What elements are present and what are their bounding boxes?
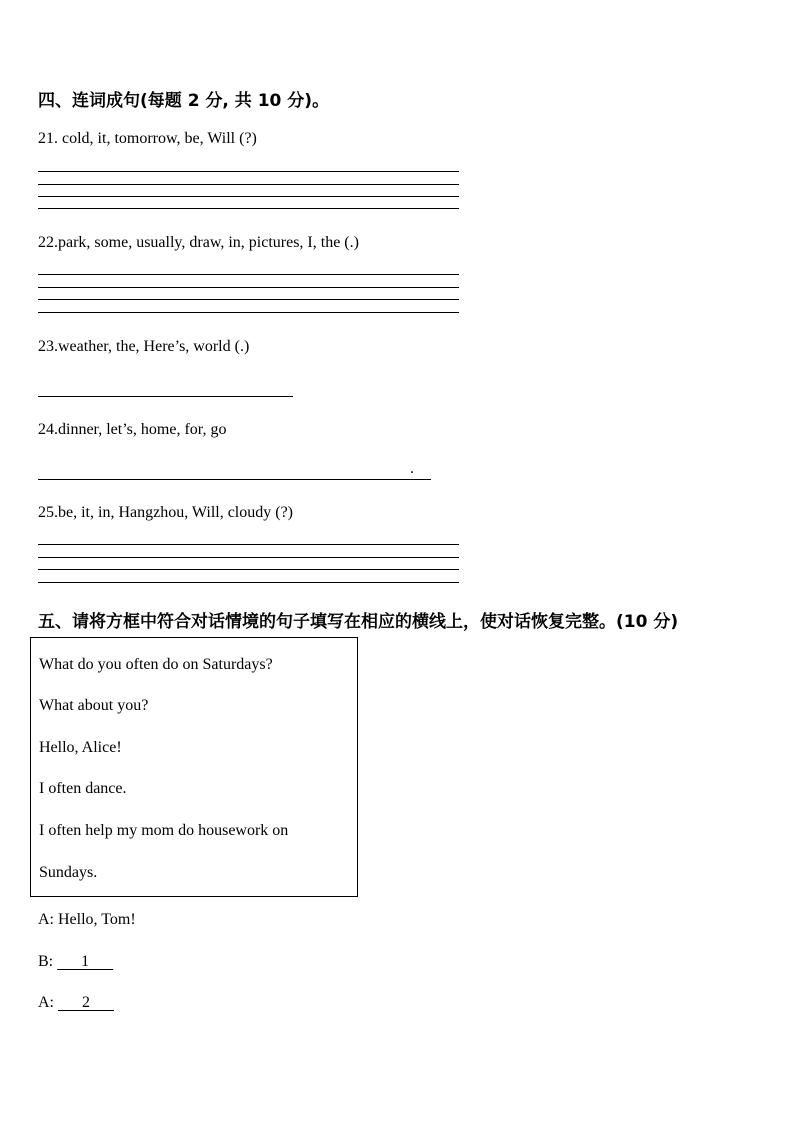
answer-line[interactable] [38,208,459,209]
dialogue-line-a1 [38,911,136,929]
speaker-label: A: [38,994,54,1011]
answer-period: . [410,460,414,477]
answer-line[interactable] [38,557,459,558]
question-23: 23.weather, the, Here’s, world (.) [38,338,250,355]
answer-line[interactable] [38,196,459,197]
answer-line[interactable] [38,569,459,570]
question-21: 21. cold, it, tomorrow, be, Will (?) [38,130,257,147]
question-22: 22.park, some, usually, draw, in, pictures, I, the (.) [38,234,359,251]
answer-line[interactable] [38,274,459,275]
answer-line[interactable] [38,582,459,583]
answer-line[interactable] [38,287,459,288]
box-sentence: I often help my mom do housework on [39,822,289,839]
answer-line[interactable] [38,312,459,313]
answer-line[interactable] [38,479,431,480]
speaker-label: A: [38,911,54,928]
question-25: 25.be, it, in, Hangzhou, Will, cloudy (?) [38,504,294,521]
answer-blank-2[interactable]: 2 [58,994,114,1011]
answer-blank-1[interactable]: 1 [57,953,114,970]
dialogue-text: Hello, Tom! [58,911,136,928]
box-sentence: What do you often do on Saturdays? [39,656,273,673]
section-5-heading: 五、请将方框中符合对话情境的句子填写在相应的横线上，使对话恢复完整。(10 分) [38,612,679,632]
speaker-label: B: [38,953,54,970]
sentence-box [30,637,358,897]
box-sentence: I often dance. [39,780,127,797]
box-sentence: Hello, Alice! [39,739,122,756]
answer-line[interactable] [38,544,459,545]
answer-line[interactable] [38,171,459,172]
section-4-heading: 四、连词成句(每题 2 分, 共 10 分)。 [38,91,330,111]
question-24: 24.dinner, let’s, home, for, go [38,421,227,438]
answer-line[interactable] [38,299,459,300]
answer-line[interactable] [38,396,293,397]
dialogue-line-b1 [38,953,113,971]
box-sentence: What about you? [39,697,149,714]
box-sentence: Sundays. [39,864,98,881]
dialogue-line-a2 [38,994,114,1012]
answer-line[interactable] [38,184,459,185]
